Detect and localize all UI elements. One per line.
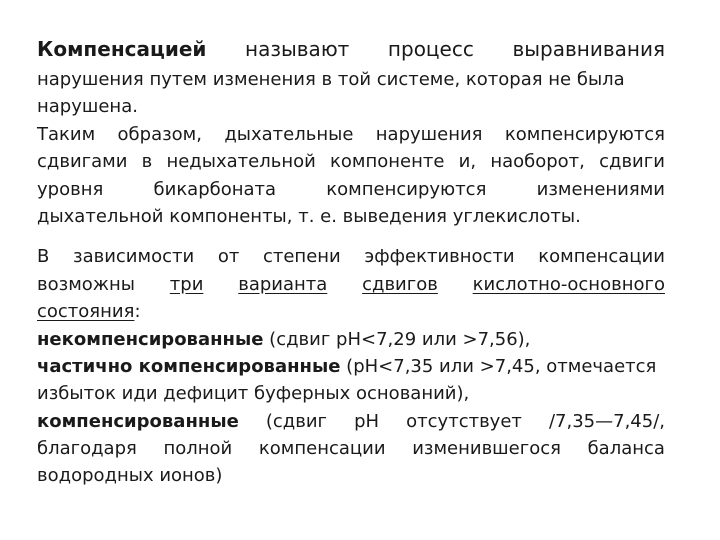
word: эффективности [364, 246, 515, 268]
word: и, [458, 151, 477, 173]
word: степени [262, 246, 341, 268]
word: уровня [37, 178, 104, 200]
item-compensated-line-3: водородных ионов) [37, 465, 223, 487]
word: В [37, 246, 50, 268]
underlined-word: кислотно-основного [472, 273, 665, 295]
word: возможны [37, 273, 135, 295]
word: изменившегося [412, 438, 561, 460]
paragraph3-line-2 [37, 271, 665, 298]
slide-text [37, 32, 665, 490]
word: компоненте [330, 151, 445, 173]
item-text: (рН<7,35 или >7,45, отмечается [340, 355, 657, 377]
word: рН [354, 410, 380, 432]
word: благодаря [37, 438, 137, 460]
word: выравнивания [512, 37, 665, 61]
word: (сдвиг [265, 410, 328, 432]
definition-line-2: нарушения путем изменения в той системе, которая не была [37, 69, 625, 90]
word: компенсации [258, 438, 386, 460]
item-partial [37, 353, 665, 380]
word: бикарбоната [153, 178, 277, 200]
underlined-word: варианта [238, 273, 328, 295]
word: полной [163, 438, 233, 460]
word: сдвиги [599, 151, 665, 173]
word: называют [245, 37, 350, 61]
underlined-word: сдвигов [362, 273, 438, 295]
paragraph3-line-1 [37, 243, 665, 270]
underlined-word: три [169, 273, 204, 295]
definition-line-3: нарушена. [37, 96, 138, 118]
paragraph2-line-3 [37, 176, 665, 203]
word: нарушения [375, 123, 483, 145]
paragraph2-line-4: дыхательной компоненты, т. е. выведения углекислоты. [37, 205, 581, 227]
item-compensated-line-2 [37, 435, 665, 462]
word: образом, [117, 123, 202, 145]
word: сдвигами [37, 151, 128, 173]
definition-term: Компенсацией [37, 37, 207, 61]
paragraph2-line-2 [37, 148, 665, 175]
word: недыхательной [166, 151, 316, 173]
word: в [141, 151, 153, 173]
word: процесс [387, 37, 474, 61]
paragraph-gap [37, 230, 665, 243]
item-uncompensated [37, 326, 665, 353]
word: наоборот, [490, 151, 585, 173]
paragraph2-line-1 [37, 121, 665, 148]
item-term: компенсированные [37, 410, 239, 432]
word: дыхательные [224, 123, 354, 145]
item-partial-line-2: избыток иди дефицит буферных оснований), [37, 383, 470, 405]
word: Таким [37, 123, 96, 145]
word: компенсируются [504, 123, 665, 145]
word: зависимости [73, 246, 195, 268]
word: отсутствует [406, 410, 522, 432]
item-text: (сдвиг рН<7,29 или >7,56), [263, 328, 531, 350]
word: от [217, 246, 240, 268]
definition-line-1 [37, 32, 665, 66]
colon: : [134, 301, 141, 323]
underlined-word: состояния [37, 301, 135, 323]
word: изменениями [536, 178, 665, 200]
word: компенсации [538, 246, 665, 268]
item-term: частично компенсированные [37, 355, 341, 377]
paragraph3-line-3 [37, 298, 665, 325]
word: компенсируются [326, 178, 487, 200]
item-term: некомпенсированные [37, 328, 264, 350]
item-compensated [37, 408, 665, 435]
word: баланса [587, 438, 665, 460]
word: /7,35—7,45/, [548, 410, 665, 432]
